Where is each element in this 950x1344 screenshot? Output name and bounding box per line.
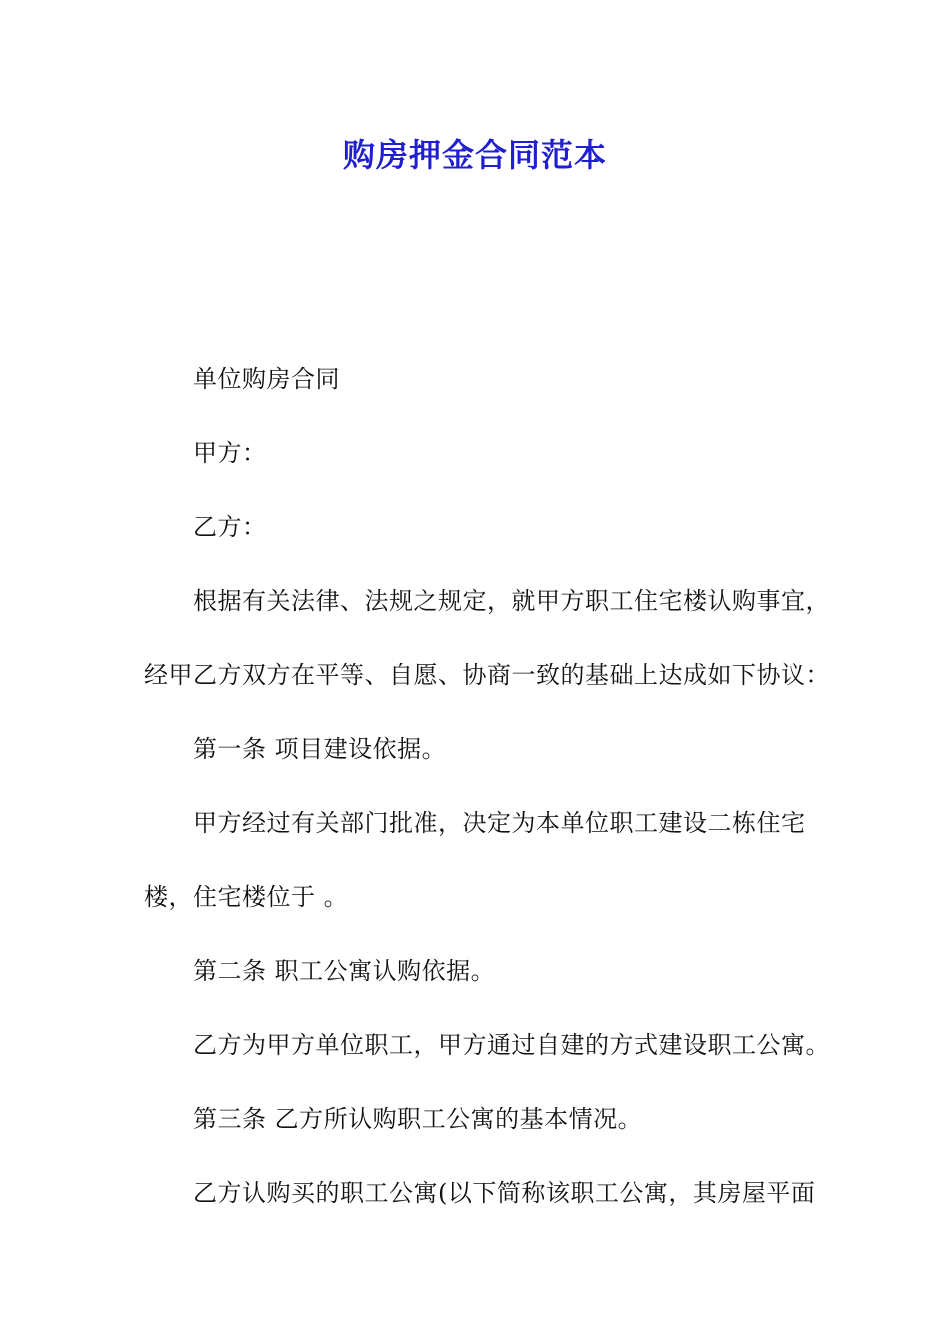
article-heading: 第一条 项目建设依据。 bbox=[193, 735, 447, 763]
paragraph-line: 楼，住宅楼位于 。 bbox=[144, 883, 349, 911]
paragraph-line: 乙方认购买的职工公寓(以下简称该职工公寓，其房屋平面 bbox=[193, 1179, 816, 1207]
paragraph-line: 乙方： bbox=[193, 513, 267, 541]
article-heading: 第二条 职工公寓认购依据。 bbox=[193, 957, 496, 985]
paragraph-line: 甲方经过有关部门批准，决定为本单位职工建设二栋住宅 bbox=[193, 809, 806, 837]
article-heading: 第三条 乙方所认购职工公寓的基本情况。 bbox=[193, 1105, 643, 1133]
paragraph-line: 甲方： bbox=[193, 439, 267, 467]
paragraph-line: 根据有关法律、法规之规定，就甲方职工住宅楼认购事宜， bbox=[193, 587, 830, 615]
paragraph-line: 单位购房合同 bbox=[193, 365, 340, 393]
paragraph-line: 经甲乙方双方在平等、自愿、协商一致的基础上达成如下协议： bbox=[144, 661, 830, 689]
paragraph-line: 乙方为甲方单位职工，甲方通过自建的方式建设职工公寓。 bbox=[193, 1031, 830, 1059]
document-title: 购房押金合同范本 bbox=[342, 136, 607, 174]
document-body bbox=[144, 342, 834, 1230]
